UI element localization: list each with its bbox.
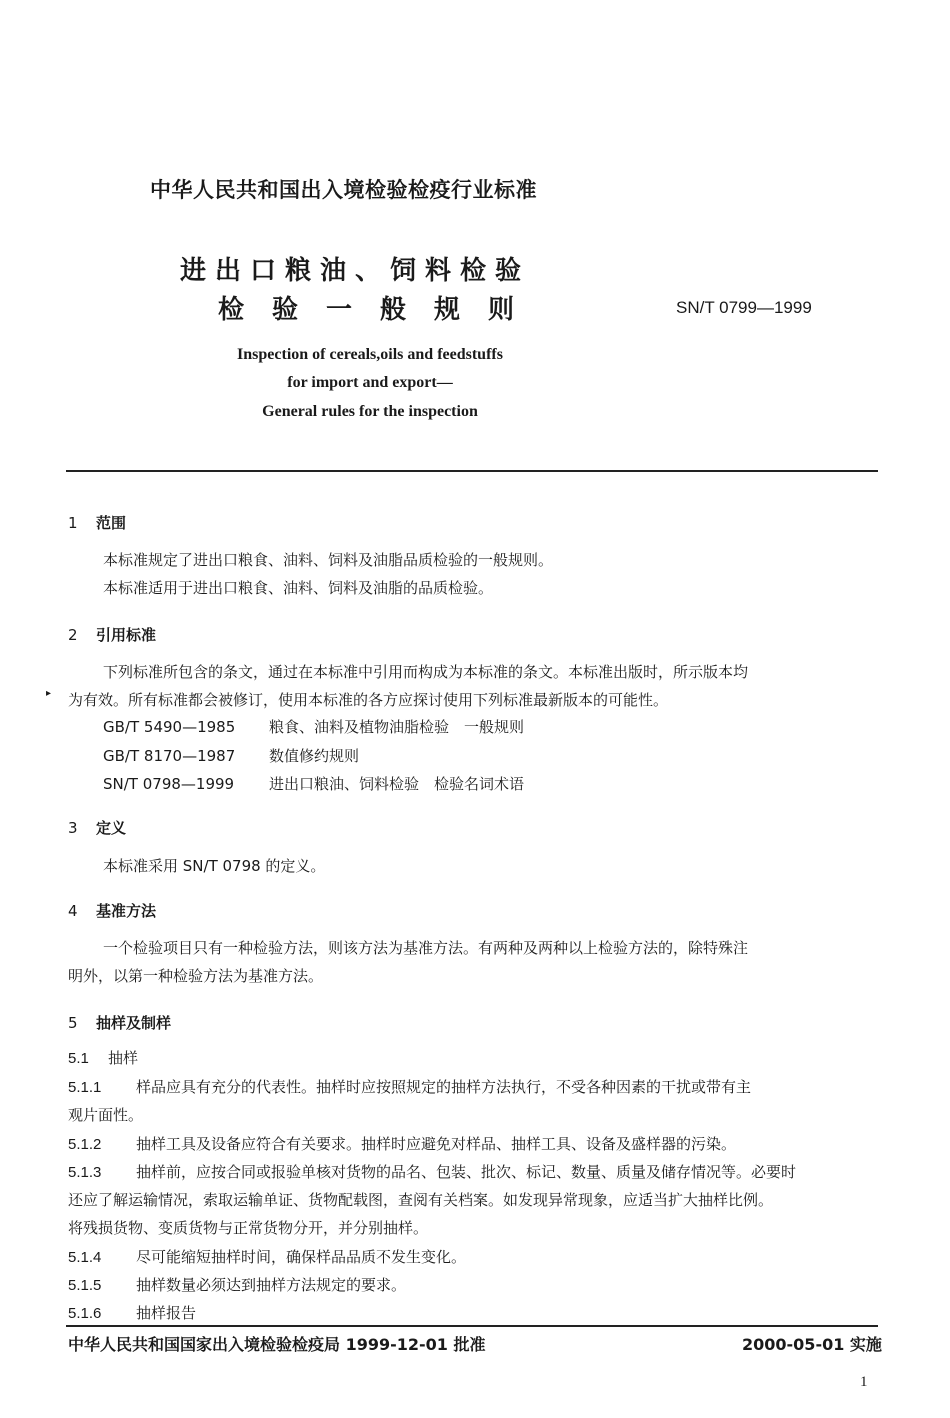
clause-text: 抽样工具及设备应符合有关要求。抽样时应避免对样品、抽样工具、设备及盛样器的污染。: [136, 1135, 737, 1153]
header-divider: [66, 470, 878, 472]
page-number: 1: [860, 1374, 868, 1390]
section-number: 4: [68, 902, 78, 920]
section-2-para-line-1: 下列标准所包含的条文，通过在本标准中引用而构成为本标准的条文。本标准出版时，所示版本均: [103, 663, 749, 681]
english-title-line-1: Inspection of cereals,oils and feedstuffs: [237, 346, 503, 363]
clause-5-1-3-continued-1: 还应了解运输情况，索取运输单证、货物配载图，查阅有关档案。如发现异常现象，应适当扩大抽样比例。: [68, 1191, 774, 1209]
section-3-heading: [68, 817, 126, 838]
clause-5-1: [68, 1047, 138, 1068]
clause-5-1-3-continued-2: 将残损货物、变质货物与正常货物分开，并分别抽样。: [68, 1219, 429, 1237]
clause-5-1-1-continued: 观片面性。: [68, 1106, 144, 1124]
section-5-heading: [68, 1012, 171, 1033]
clause-number: 5.1.4: [68, 1249, 102, 1266]
section-title: 定义: [96, 819, 127, 837]
clause-number: 5.1.5: [68, 1277, 102, 1294]
section-number: 5: [68, 1014, 78, 1032]
section-title: 基准方法: [96, 902, 157, 920]
reference-title: 进出口粮油、饲料检验 检验名词术语: [269, 775, 525, 793]
section-1-para-2: 本标准适用于进出口粮食、油料、饲料及油脂的品质检验。: [103, 579, 494, 597]
clause-number: 5.1.3: [68, 1164, 102, 1181]
standard-number: SN/T 0799—1999: [676, 298, 812, 317]
section-4-heading: [68, 900, 156, 921]
section-number: 2: [68, 626, 78, 644]
section-1-para-1: 本标准规定了进出口粮食、油料、饲料及油脂品质检验的一般规则。: [103, 551, 554, 569]
approval-line: 中华人民共和国国家出入境检验检疫局 1999-12-01 批准: [68, 1335, 486, 1354]
reference-code: SN/T 0798—1999: [103, 775, 235, 793]
clause-5-1-4: [68, 1246, 466, 1267]
clause-5-1-5: [68, 1274, 406, 1295]
section-title: 抽样及制样: [96, 1014, 172, 1032]
section-number: 1: [68, 514, 78, 532]
section-2-para-line-2: 为有效。所有标准都会被修订，使用本标准的各方应探讨使用下列标准最新版本的可能性。: [68, 691, 669, 709]
reference-item: [103, 716, 524, 737]
clause-text: 抽样前，应按合同或报验单核对货物的品名、包装、批次、标记、数量、质量及储存情况等。必要时: [136, 1163, 797, 1181]
section-4-para-line-2: 明外，以第一种检验方法为基准方法。: [68, 967, 324, 985]
clause-text: 尽可能缩短抽样时间，确保样品品质不发生变化。: [136, 1248, 467, 1266]
reference-code: GB/T 8170—1987: [103, 747, 236, 765]
chinese-title-line-2: 检验一般规则: [218, 295, 543, 325]
clause-5-1-1: [68, 1076, 751, 1097]
reference-title: 粮食、油料及植物油脂检验 一般规则: [269, 718, 525, 736]
section-2-heading: [68, 624, 156, 645]
clause-number: 5.1.6: [68, 1305, 102, 1322]
clause-text: 样品应具有充分的代表性。抽样时应按照规定的抽样方法执行，不受各种因素的干扰或带有主: [136, 1078, 752, 1096]
section-title: 范围: [96, 514, 127, 532]
reference-item: [103, 773, 524, 794]
reference-code: GB/T 5490—1985: [103, 718, 236, 736]
reference-title: 数值修约规则: [269, 747, 360, 765]
english-title-line-2: for import and export—: [287, 374, 453, 391]
effective-date: 2000-05-01 实施: [742, 1335, 882, 1354]
clause-text: 抽样报告: [136, 1304, 197, 1322]
footer-divider: [66, 1325, 878, 1327]
clause-5-1-2: [68, 1133, 736, 1154]
chinese-title-line-1: 进出口粮油、饲料检验: [180, 256, 531, 286]
section-4-para-line-1: 一个检验项目只有一种检验方法，则该方法为基准方法。有两种及两种以上检验方法的，除特殊注: [103, 939, 749, 957]
standard-category-header: 中华人民共和国出入境检验检疫行业标准: [150, 178, 537, 202]
clause-number: 5.1.1: [68, 1079, 102, 1096]
clause-5-1-6: [68, 1302, 196, 1323]
section-number: 3: [68, 819, 78, 837]
english-title-line-3: General rules for the inspection: [262, 403, 478, 420]
clause-number: 5.1.2: [68, 1136, 102, 1153]
clause-number: 5.1: [68, 1050, 89, 1067]
clause-text: 抽样数量必须达到抽样方法规定的要求。: [136, 1276, 407, 1294]
clause-5-1-3: [68, 1161, 796, 1182]
margin-mark: ▸: [46, 688, 52, 699]
section-title: 引用标准: [96, 626, 157, 644]
section-1-heading: [68, 512, 126, 533]
reference-item: [103, 745, 359, 766]
clause-title: 抽样: [108, 1049, 139, 1067]
section-3-para: 本标准采用 SN/T 0798 的定义。: [103, 857, 326, 875]
